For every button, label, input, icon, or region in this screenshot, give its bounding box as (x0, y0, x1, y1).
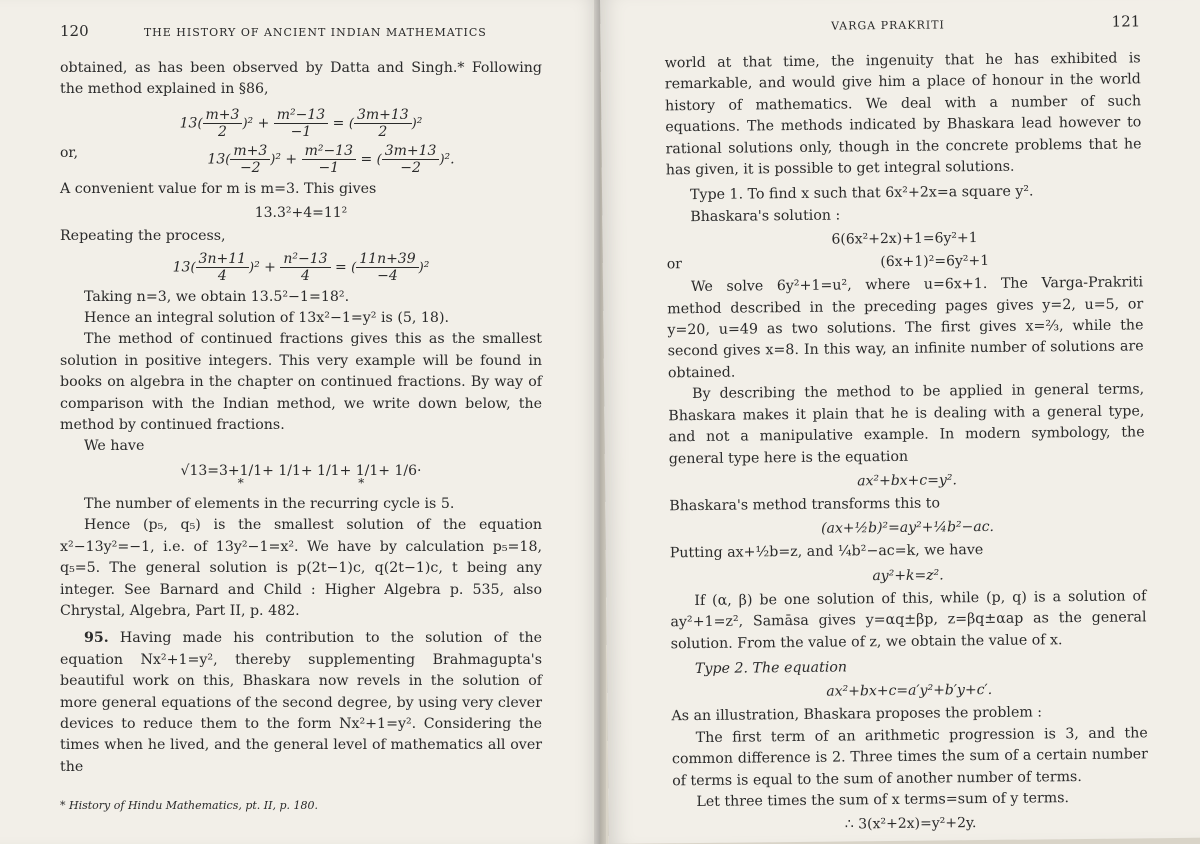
right-para-7: As an illustration, Bhaskara proposes the problem : (671, 704, 1043, 725)
right-eq-2: or (6x+1)²=6y²+1 (666, 253, 990, 273)
left-para-4: Taking n=3, we obtain 13.5²−1=18². (84, 288, 350, 305)
left-eq-2: or, 13( $\frac{m+3}{-2}$ )² + $\frac{\text{m²−13}}{-1}$ = ( $\frac{3m+13}{-2}$ )². (60, 142, 455, 176)
left-para-5: Hence an integral solution of 13x²−1=y² is (5, 18). (84, 310, 449, 327)
left-para-9: Hence (p₅, q₅) is the smallest solution of the equation x²−13y²=−1, i.e. of 13y²−1=x². We have by calculation p₅=18, q₅=5. The general solution is p(2t−1)c, q(2t−1)c, t being any integer. See Barnard and Child : Higher Algebra p. 535, also Chrystal, Algebra, Part II, p. 482. (60, 517, 542, 619)
right-type-1: Type 1. To find x such that 6x²+2x=a square y². (689, 183, 1034, 204)
left-eq-5: √13=3+1/1+ 1/1+ 1/1+ 1/1+ 1/6· (180, 462, 422, 479)
left-eq-2-label: or, (60, 144, 79, 161)
left-eq-5-stars: * * (237, 475, 365, 490)
right-para-8: The first term of an arithmetic progression is 3, and the common difference is 2. Three times the sum of a certain number of terms is equal to the sum of another number of terms. (671, 725, 1149, 789)
right-type-2: Type 2. The equation (694, 659, 848, 677)
right-page (600, 0, 1200, 844)
right-para-3: By describing the method to be applied in general terms, Bhaskara makes it plain that he is dealing with a general type, and not a manipulative example. In modern symbology, the general type here is the equation (668, 381, 1145, 467)
right-running-head (664, 12, 1140, 35)
right-running-title: VARGA PRAKRITI (830, 18, 945, 33)
right-page-number: 121 (1111, 12, 1141, 31)
left-para-7: We have (84, 438, 145, 455)
left-para-1: obtained, as has been observed by Datta and Singh.* Following the method explained in §86, (60, 60, 542, 98)
left-eq-1: 13( $\frac{m+3}{2}$ )² + $\frac{\text{m²−13}}{-1}$ = ( $\frac{3m+13}{2}$ )² (179, 106, 423, 140)
left-footnote: * History of Hindu Mathematics, pt. II, p. 180. (60, 799, 319, 812)
right-para-4: Bhaskara's method transforms this to (669, 495, 941, 515)
right-eq-6: ax²+bx+c=a′y²+b′y+c′. (826, 682, 993, 701)
left-running-title: THE HISTORY OF ANCIENT INDIAN MATHEMATICS (143, 26, 487, 39)
right-solution-label: Bhaskara's solution : (690, 207, 841, 225)
left-page-number: 120 (60, 22, 89, 40)
right-para-5: Putting ax+½b=z, and ¼b²−ac=k, we have (669, 542, 984, 562)
left-para-2: A convenient value for m is m=3. This gives (60, 180, 377, 197)
left-eq-4: 13( $\frac{3n+11}{4}$ )² + $\frac{\text{n²−13}}{4}$ = ( $\frac{11n+39}{-4}$ )² (172, 250, 430, 284)
right-para-2: We solve 6y²+1=u², where u=6x+1. The Varga-Prakriti method described in the preceding pages gives y=2, u=5, or y=20, u=49 as two solutions. The first gives x=⅔, while the second gives x=8. In this way, an infinite number of solutions are obtained. (667, 274, 1144, 382)
left-para-8: The number of elements in the recurring cycle is 5. (84, 495, 455, 512)
right-eq-2-label: or (666, 256, 682, 273)
left-eq-3: 13.3²+4=11² (254, 205, 348, 222)
right-eq-7: ∴ 3(x²+2x)=y²+2y. (844, 815, 977, 833)
right-eq-3: ax²+bx+c=y². (857, 472, 957, 490)
right-eq-5: ay²+k=z². (872, 567, 944, 584)
right-para-6: If (α, β) be one solution of this, while (p, q) is a solution of ay²+1=z², Samāsa gives y=αq±βp, z=βq±αap as the general solution. From the value of z, we obtain the value of x. (670, 588, 1147, 652)
left-para-6: The method of continued fractions gives this as the smallest solution in positive integers. This very example will be found in books on algebra in the chapter on continued fractions. By way of comparison with the Indian method, we write down below, the method by continued fractions. (60, 331, 542, 434)
left-running-head (60, 22, 542, 40)
right-eq-1: 6(6x²+2x)+1=6y²+1 (831, 230, 978, 248)
left-para-3: Repeating the process, (60, 228, 226, 245)
left-para-10: 95. Having made his contribution to the solution of the equation Nx²+1=y², thereby supplementing Brahmagupta's beautiful work on this, Bhaskara now revels in the solution of more general equations of the second degree, by using very clever devices to reduce them to the form Nx²+1=y². Considering the times when he lived, and the general level of mathematics all over the (60, 630, 542, 775)
right-para-9: Let three times the sum of x terms=sum of y terms. (696, 790, 1070, 811)
right-para-1: world at that time, the ingenuity that he has exhibited is remarkable, and would give him a place of honour in the world history of mathematics. We deal with a number of such equations. The methods indicated by Bhaskara lead however to rational solutions only, though in the concrete problems that he has given, it is possible to get integral solutions. (664, 50, 1142, 179)
section-number: 95. (84, 630, 109, 647)
right-eq-4: (ax+½b)²=ay²+¼b²−ac. (821, 519, 995, 538)
